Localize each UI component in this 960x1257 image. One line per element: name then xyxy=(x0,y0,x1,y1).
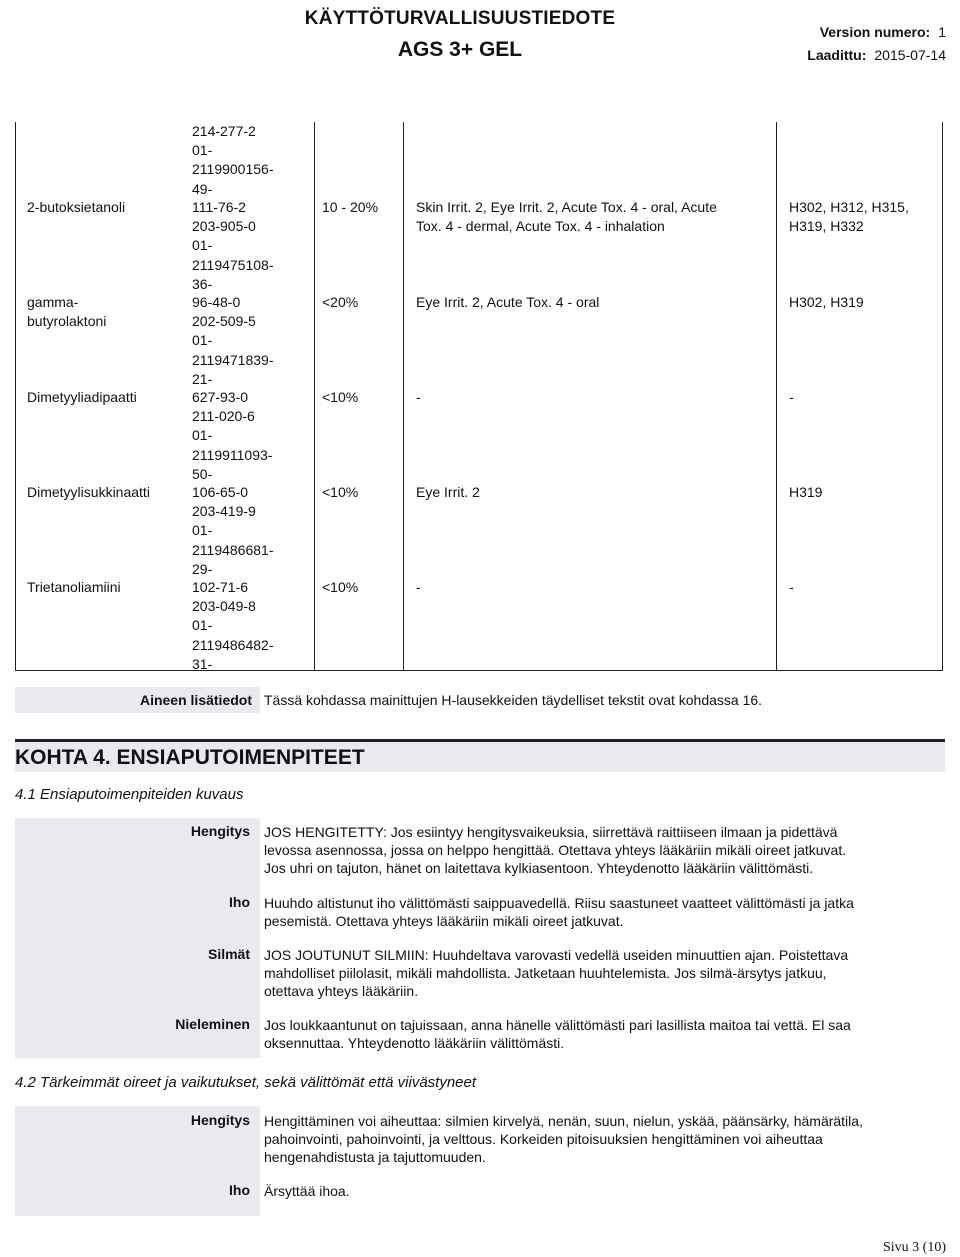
table-divider-1 xyxy=(314,122,315,671)
table-border-right xyxy=(942,122,943,671)
table-border-bottom xyxy=(15,670,943,671)
number-line: 2119486681- xyxy=(192,541,274,558)
substance-name xyxy=(27,198,187,217)
h-statement-line: H319 xyxy=(789,484,823,500)
number-line: 202-509-5 xyxy=(192,313,256,330)
text-line: hengenahdistusta ja tajuttomuuden. xyxy=(264,1149,486,1165)
substance-name xyxy=(27,483,187,502)
h-statements xyxy=(789,483,941,502)
date-row xyxy=(807,47,946,63)
number-line: 01- xyxy=(192,237,213,254)
composition-table xyxy=(15,122,943,671)
number-line: 31- xyxy=(192,655,213,672)
text-line: pesemistä. Otettava yhteys lääkäriin mikäli oireet jatkuvat. xyxy=(264,913,624,929)
number-line: 36- xyxy=(192,275,213,292)
name-line: 2-butoksietanoli xyxy=(27,199,126,215)
classification xyxy=(416,293,786,312)
additional-info-text: Tässä kohdassa mainittujen H-lausekkeiden täydelliset tekstit ovat kohdassa 16. xyxy=(264,692,763,708)
number-line: 29- xyxy=(192,560,213,577)
symptoms-label-skin: Iho xyxy=(229,1182,250,1198)
document-title: KÄYTTÖTURVALLISUUSTIEDOTE xyxy=(304,8,616,29)
number-line: 2119475108- xyxy=(192,256,274,273)
number-line: 01- xyxy=(192,332,213,349)
name-line: Dimetyyliadipaatti xyxy=(27,389,137,405)
number-line: 203-419-9 xyxy=(192,503,256,520)
number-line: 96-48-0 xyxy=(192,294,241,310)
h-statements xyxy=(789,293,941,312)
substance-name xyxy=(27,578,187,597)
text-line: otettava yhteys lääkäriin. xyxy=(264,983,419,999)
first-aid-label-inhalation: Hengitys xyxy=(190,823,250,839)
classification-line: Eye Irrit. 2, Acute Tox. 4 - oral xyxy=(416,294,600,310)
text-line: Ärsyttää ihoa. xyxy=(264,1183,350,1199)
date-value: 2015-07-14 xyxy=(874,47,946,63)
substance-numbers xyxy=(192,578,307,674)
section-4-header xyxy=(15,739,945,772)
concentration: <10% xyxy=(322,579,359,595)
substance-numbers xyxy=(192,483,307,579)
continued-numbers xyxy=(192,122,307,199)
text-line: levossa asennossa, jossa on helppo hengittää. Otettava yhteys lääkäriin mikäli oireet jatkuvat. xyxy=(264,842,847,858)
section-4-title: KOHTA 4. ENSIAPUTOIMENPITEET xyxy=(15,746,365,769)
text-line: Huuhdo altistunut iho välittömästi saippuavedellä. Riisu saastuneet vaatteet välittömästi ja jatka xyxy=(264,895,854,911)
name-line: gamma- xyxy=(27,294,79,310)
first-aid-label-skin: Iho xyxy=(229,894,250,910)
name-line: Trietanoliamiini xyxy=(27,579,121,595)
number-line: 01- xyxy=(192,427,213,444)
number-line: 102-71-6 xyxy=(192,579,249,595)
symptoms-text-inhalation xyxy=(264,1112,924,1166)
number-line: 21- xyxy=(192,370,213,387)
substance-numbers xyxy=(192,293,307,389)
number-line: 111-76-2 xyxy=(192,199,246,215)
substance-name xyxy=(27,388,187,407)
symptoms-label-inhalation: Hengitys xyxy=(190,1112,250,1128)
h-statement-line: H302, H312, H315, xyxy=(789,199,909,215)
h-statement-line: H319, H332 xyxy=(789,218,864,235)
h-statements xyxy=(789,198,941,236)
first-aid-label-eyes: Silmät xyxy=(207,946,250,962)
text-line: mahdolliset piilolasit, mikäli mahdollista. Jatketaan huuhtelemista. Jos silmä-ärsytys jatkuu, xyxy=(264,965,827,981)
number-line: 106-65-0 xyxy=(192,484,249,500)
number-line: 01- xyxy=(192,142,213,159)
version-value: 1 xyxy=(938,24,946,40)
page-number: Sivu 3 (10) xyxy=(883,1240,946,1255)
number-line: 211-020-6 xyxy=(192,408,255,425)
text-line: Hengittäminen voi aiheuttaa: silmien kirvelyä, nenän, suun, nielun, yskää, päänsärky, hämärätila, xyxy=(264,1113,863,1129)
additional-info-label: Aineen lisätiedot xyxy=(15,687,260,713)
classification xyxy=(416,483,786,502)
subsection-4-2-title: 4.2 Tärkeimmät oireet ja vaikutukset, sekä välittömät että viivästyneet xyxy=(15,1074,477,1091)
h-statement-line: - xyxy=(789,389,794,405)
number-line: 2119471839- xyxy=(192,351,274,368)
text-line: JOS HENGITETTY: Jos esiintyy hengitysvaikeuksia, siirrettävä raittiiseen ilmaan ja pidettävä xyxy=(264,824,838,840)
text-line: oksennuttaa. Yhteydenotto lääkäriin välittömästi. xyxy=(264,1035,565,1051)
text-line: pahoinvointi, pahoinvointi, ja velttous. Korkeiden pitoisuuksien hengittäminen voi aiheuttaa xyxy=(264,1131,823,1147)
symptoms-text-skin xyxy=(264,1182,924,1200)
number-line: 627-93-0 xyxy=(192,389,249,405)
text-line: Jos loukkaantunut on tajuissaan, anna hänelle välittömästi pari lasillista maitoa tai vettä. El saa xyxy=(264,1017,851,1033)
number-line: 01- xyxy=(192,617,213,634)
h-statements xyxy=(789,578,941,597)
number-line: 2119486482- xyxy=(192,636,274,653)
first-aid-text-skin xyxy=(264,894,924,930)
classification-line: Skin Irrit. 2, Eye Irrit. 2, Acute Tox. 4 - oral, Acute xyxy=(416,199,717,215)
classification xyxy=(416,578,786,597)
text-line: JOS JOUTUNUT SILMIIN: Huuhdeltava varovasti vedellä useiden minuuttien ajan. Poistettava xyxy=(264,947,849,963)
version-label: Version numero: xyxy=(819,24,931,40)
h-statement-line: - xyxy=(789,579,794,595)
concentration: 10 - 20% xyxy=(322,199,379,215)
classification-line: Eye Irrit. 2 xyxy=(416,484,480,500)
text-line: Jos uhri on tajuton, hänet on laitettava kylkiasentoon. Yhteydenotto lääkäriin välittömästi. xyxy=(264,860,814,876)
first-aid-text-inhalation xyxy=(264,823,924,877)
number-line: 01- xyxy=(192,522,213,539)
number-line: 203-905-0 xyxy=(192,218,256,235)
subsection-4-1-title: 4.1 Ensiaputoimenpiteiden kuvaus xyxy=(15,786,244,803)
first-aid-text-ingestion xyxy=(264,1016,924,1052)
classification xyxy=(416,198,786,236)
substance-name xyxy=(27,293,187,331)
number-line: 49- xyxy=(192,180,213,197)
name-line: Dimetyylisukkinaatti xyxy=(27,484,150,500)
concentration: <10% xyxy=(322,389,359,405)
date-label: Laadittu: xyxy=(807,47,867,63)
number-line: 2119911093- xyxy=(192,446,273,463)
first-aid-label-ingestion: Nieleminen xyxy=(175,1016,250,1032)
product-name: AGS 3+ GEL xyxy=(397,38,523,61)
classification-line: - xyxy=(416,579,421,595)
substance-numbers xyxy=(192,388,307,484)
h-statement-line: H302, H319 xyxy=(789,294,864,310)
number-line: 214-277-2 xyxy=(192,123,256,139)
table-border-left xyxy=(15,122,16,671)
classification xyxy=(416,388,786,407)
h-statements xyxy=(789,388,941,407)
classification-line: - xyxy=(416,389,421,405)
substance-numbers xyxy=(192,198,307,294)
number-line: 50- xyxy=(192,465,213,482)
version-row xyxy=(820,24,946,40)
first-aid-text-eyes xyxy=(264,946,924,1000)
classification-line: Tox. 4 - dermal, Acute Tox. 4 - inhalation xyxy=(416,218,665,235)
number-line: 203-049-8 xyxy=(192,598,256,615)
number-line: 2119900156- xyxy=(192,161,274,178)
concentration: <10% xyxy=(322,484,359,500)
concentration: <20% xyxy=(322,294,359,310)
name-line: butyrolaktoni xyxy=(27,313,107,330)
